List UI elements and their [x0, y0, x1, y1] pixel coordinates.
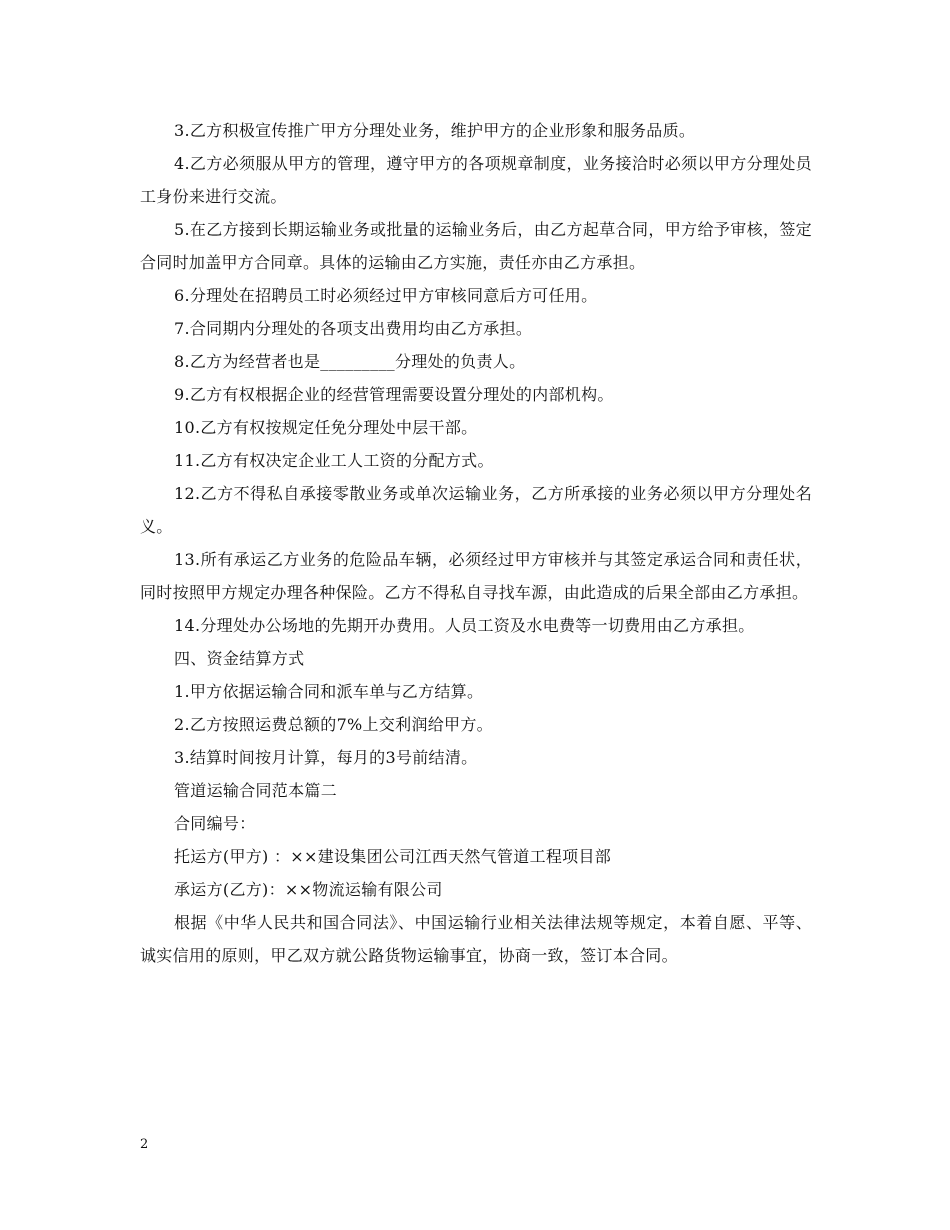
clause-office-costs: 14.分理处办公场地的先期开办费用。人员工资及水电费等一切费用由乙方承担。: [174, 616, 755, 635]
settlement-item-3: 3.结算时间按月计算，每月的3号前结清。: [174, 748, 478, 767]
clause-no-private-business: 12.乙方不得私自承接零散业务或单次运输业务，乙方所承接的业务必须以甲方分理处名义。: [140, 484, 812, 536]
clause-person-in-charge: 8.乙方为经营者也是_________分理处的负责人。: [174, 352, 526, 371]
contract-number-line: 合同编号：: [174, 814, 256, 833]
page-number: 2: [140, 1137, 149, 1152]
clause-draft-contract: 5.在乙方接到长期运输业务或批量的运输业务后，由乙方起草合同，甲方给予审核，签定合同时加盖甲方合同章。具体的运输由乙方实施，责任亦由乙方承担。: [140, 220, 812, 272]
settlement-item-2: 2.乙方按照运费总额的7%上交利润给甲方。: [174, 715, 493, 734]
section-heading-settlement: 四、资金结算方式: [174, 649, 305, 668]
carrier-party-line: 承运方(乙方)：××物流运输有限公司: [174, 880, 443, 899]
clause-appoint-cadres: 10.乙方有权按规定任免分理处中层干部。: [174, 418, 478, 437]
clause-recruitment: 6.分理处在招聘员工时必须经过甲方审核同意后方可任用。: [174, 286, 598, 305]
clause-hazardous-vehicles: 13.所有承运乙方业务的危险品车辆，必须经过甲方审核并与其签定承运合同和责任状，同时按照甲方规定办理各种保险。乙方不得私自寻找车源，由此造成的后果全部由乙方承担。: [140, 550, 812, 602]
clause-wage-distribution: 11.乙方有权决定企业工人工资的分配方式。: [174, 451, 494, 470]
settlement-item-1: 1.甲方依据运输合同和派车单与乙方结算。: [174, 682, 484, 701]
shipper-party-line: 托运方(甲方) ：××建设集团公司江西天然气管道工程项目部: [174, 847, 612, 866]
clause-promote-business: 3.乙方积极宣传推广甲方分理处业务，维护甲方的企业形象和服务品质。: [174, 121, 696, 140]
contract-preamble: 根据《中华人民共和国合同法》、中国运输行业相关法律法规等规定，本着自愿、平等、诚实信用的原则，甲乙双方就公路货物运输事宜，协商一致，签订本合同。: [140, 913, 812, 965]
clause-obey-management: 4.乙方必须服从甲方的管理，遵守甲方的各项规章制度，业务接洽时必须以甲方分理处员工身份来进行交流。: [140, 154, 812, 206]
clause-internal-structure: 9.乙方有权根据企业的经营管理需要设置分理处的内部机构。: [174, 385, 614, 404]
clause-expenses: 7.合同期内分理处的各项支出费用均由乙方承担。: [174, 319, 533, 338]
document-body: [140, 114, 812, 972]
template-title-part-two: 管道运输合同范本篇二: [174, 781, 338, 800]
